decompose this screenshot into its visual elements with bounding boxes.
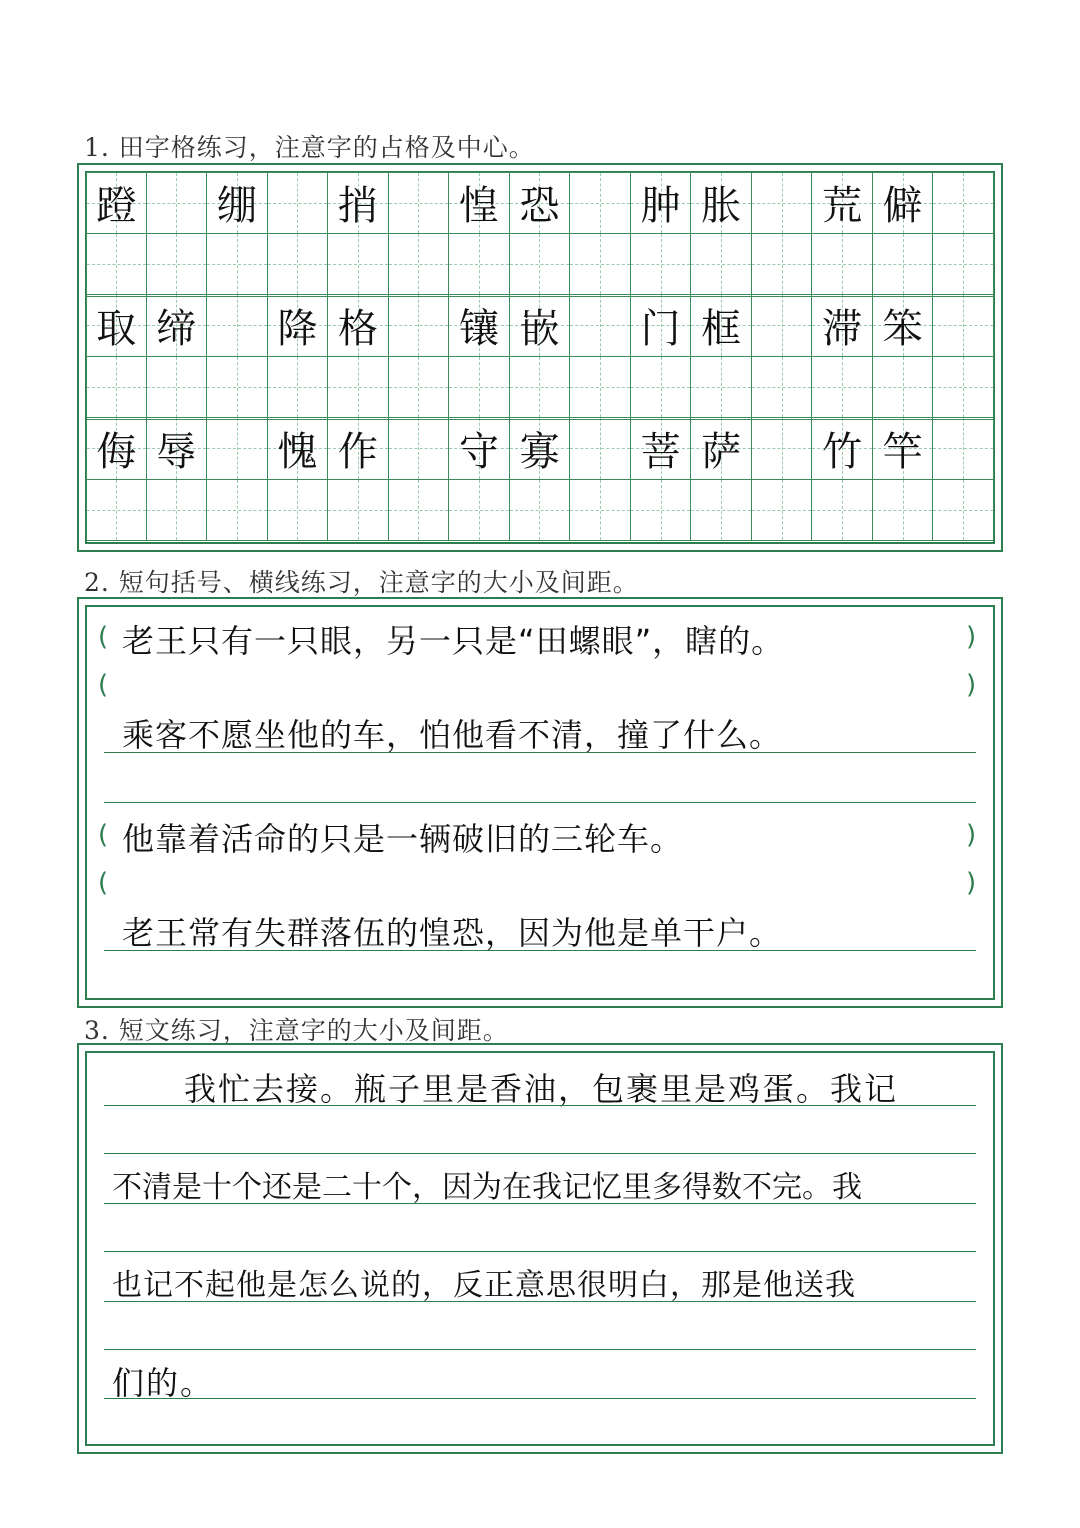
grid-cell-empty — [268, 357, 329, 419]
grid-character: 辱 — [156, 428, 197, 475]
grid-cell-empty — [631, 357, 692, 419]
grid-cell-empty — [86, 357, 147, 419]
grid-cell-empty — [691, 480, 752, 542]
grid-character — [752, 173, 812, 233]
grid-character — [933, 295, 993, 356]
grid-cell-character — [328, 295, 389, 357]
grid-cell-character — [147, 172, 208, 234]
tianzige-grid — [86, 172, 994, 542]
grid-cell-empty — [691, 357, 752, 419]
grid-cell-character — [268, 418, 329, 480]
grid-character: 菩 — [640, 428, 681, 475]
grid-cell-character — [86, 172, 147, 234]
passage-line-4: 们的。 — [112, 1364, 215, 1402]
grid-cell-empty — [812, 480, 873, 542]
grid-cell-empty — [389, 234, 450, 296]
grid-cell-character — [449, 172, 510, 234]
grid-character — [933, 173, 993, 233]
grid-character: 嵌 — [519, 305, 560, 352]
grid-character: 捎 — [337, 183, 378, 230]
grid-cell-empty — [570, 480, 631, 542]
grid-cell-character — [389, 172, 450, 234]
grid-character: 愧 — [277, 428, 318, 475]
grid-cell-character — [812, 418, 873, 480]
grid-cell-empty — [449, 234, 510, 296]
writing-line — [104, 950, 976, 951]
grid-character — [207, 295, 267, 356]
writing-line — [104, 1349, 976, 1350]
sentence-4: 老王常有失群落伍的惶恐，因为他是单干户。 — [122, 914, 783, 952]
grid-cell-character — [752, 295, 813, 357]
grid-cell-empty — [86, 234, 147, 296]
open-paren: ( — [98, 670, 109, 700]
grid-character — [752, 418, 812, 479]
grid-cell-character — [570, 295, 631, 357]
grid-character: 门 — [640, 305, 681, 352]
sentence-1: 老王只有一只眼，另一只是“田螺眼”，瞎的。 — [122, 622, 785, 660]
grid-character: 胀 — [701, 183, 742, 230]
grid-cell-empty — [207, 480, 268, 542]
close-paren: ) — [966, 670, 977, 700]
writing-line — [104, 1153, 976, 1154]
grid-cell-character — [631, 295, 692, 357]
grid-cell-empty — [207, 234, 268, 296]
grid-cell-empty — [510, 357, 571, 419]
passage-line-3: 也记不起他是怎么说的，反正意思很明白，那是他送我 — [112, 1268, 856, 1303]
grid-character: 肿 — [640, 183, 681, 230]
grid-character: 僻 — [882, 183, 923, 230]
grid-cell-character — [570, 418, 631, 480]
grid-character: 取 — [96, 305, 137, 352]
close-paren: ) — [966, 820, 977, 850]
grid-cell-empty — [873, 357, 934, 419]
grid-character — [752, 295, 812, 356]
grid-character: 绷 — [216, 183, 257, 230]
grid-character: 滞 — [822, 305, 863, 352]
grid-cell-character — [812, 295, 873, 357]
grid-character — [570, 173, 630, 233]
writing-line — [104, 1301, 976, 1302]
section1-heading: 1. 田字格练习，注意字的占格及中心。 — [84, 133, 535, 162]
grid-character: 荒 — [822, 183, 863, 230]
open-paren: ( — [98, 820, 109, 850]
grid-cell-character — [449, 295, 510, 357]
sentence-3: 他靠着活命的只是一辆破旧的三轮车。 — [122, 820, 684, 858]
section2-heading: 2. 短句括号、横线练习，注意字的大小及间距。 — [84, 568, 639, 597]
writing-line — [104, 1398, 976, 1399]
open-paren: ( — [98, 868, 109, 898]
grid-cell-empty — [328, 234, 389, 296]
grid-cell-character — [389, 418, 450, 480]
band-divider — [86, 417, 994, 420]
grid-cell-character — [631, 172, 692, 234]
grid-cell-character — [389, 295, 450, 357]
grid-character: 降 — [277, 305, 318, 352]
grid-cell-character — [933, 172, 994, 234]
grid-cell-character — [873, 418, 934, 480]
grid-cell-empty — [812, 234, 873, 296]
grid-character — [570, 418, 630, 479]
grid-cell-character — [207, 418, 268, 480]
close-paren: ) — [966, 868, 977, 898]
grid-character: 竿 — [882, 428, 923, 475]
section3-heading: 3. 短文练习，注意字的大小及间距。 — [84, 1016, 509, 1045]
grid-cell-empty — [873, 234, 934, 296]
grid-cell-character — [147, 295, 208, 357]
grid-character: 恐 — [519, 183, 560, 230]
grid-cell-character — [510, 418, 571, 480]
grid-character: 缔 — [156, 305, 197, 352]
grid-cell-empty — [752, 357, 813, 419]
grid-character — [147, 173, 207, 233]
grid-character: 镶 — [458, 305, 499, 352]
grid-character: 竹 — [822, 428, 863, 475]
grid-cell-empty — [933, 480, 994, 542]
grid-cell-character — [812, 172, 873, 234]
writing-line — [104, 1105, 976, 1106]
grid-cell-character — [328, 172, 389, 234]
grid-cell-empty — [933, 234, 994, 296]
grid-cell-empty — [631, 480, 692, 542]
grid-cell-character — [631, 418, 692, 480]
grid-cell-empty — [147, 234, 208, 296]
grid-character — [389, 295, 449, 356]
grid-cell-empty — [631, 234, 692, 296]
grid-cell-empty — [752, 234, 813, 296]
grid-cell-character — [933, 295, 994, 357]
writing-line — [104, 752, 976, 753]
grid-cell-character — [207, 295, 268, 357]
grid-character: 侮 — [96, 428, 137, 475]
grid-cell-empty — [449, 480, 510, 542]
grid-cell-empty — [86, 480, 147, 542]
grid-cell-empty — [389, 357, 450, 419]
grid-cell-character — [691, 295, 752, 357]
writing-line — [104, 1203, 976, 1204]
grid-cell-empty — [691, 234, 752, 296]
grid-cell-empty — [147, 480, 208, 542]
grid-cell-character — [268, 295, 329, 357]
close-paren: ) — [966, 622, 977, 652]
grid-character: 萨 — [701, 428, 742, 475]
grid-cell-character — [570, 172, 631, 234]
grid-cell-empty — [752, 480, 813, 542]
grid-cell-character — [510, 295, 571, 357]
sentence-2: 乘客不愿坐他的车，怕他看不清，撞了什么。 — [122, 716, 783, 754]
grid-character — [570, 295, 630, 356]
grid-character: 守 — [458, 428, 499, 475]
grid-cell-character — [328, 418, 389, 480]
grid-cell-character — [207, 172, 268, 234]
band-divider — [86, 294, 994, 297]
grid-character — [389, 418, 449, 479]
grid-cell-empty — [268, 480, 329, 542]
grid-cell-empty — [389, 480, 450, 542]
grid-cell-character — [268, 172, 329, 234]
grid-cell-character — [86, 295, 147, 357]
grid-character: 作 — [337, 428, 378, 475]
grid-cell-empty — [510, 480, 571, 542]
grid-cell-character — [691, 172, 752, 234]
grid-cell-empty — [328, 357, 389, 419]
grid-cell-empty — [449, 357, 510, 419]
passage-line-1: 我忙去接。瓶子里是香油，包裹里是鸡蛋。我记 — [184, 1070, 899, 1108]
passage-line-2: 不清是十个还是二十个，因为在我记忆里多得数不完。我 — [112, 1170, 862, 1205]
grid-cell-empty — [207, 357, 268, 419]
grid-cell-character — [873, 295, 934, 357]
grid-cell-character — [86, 418, 147, 480]
grid-cell-character — [873, 172, 934, 234]
grid-cell-character — [510, 172, 571, 234]
grid-character — [933, 418, 993, 479]
grid-cell-empty — [933, 357, 994, 419]
grid-cell-character — [752, 172, 813, 234]
grid-cell-empty — [570, 357, 631, 419]
grid-cell-empty — [510, 234, 571, 296]
grid-cell-empty — [268, 234, 329, 296]
grid-cell-empty — [147, 357, 208, 419]
grid-character: 框 — [701, 305, 742, 352]
writing-line — [104, 1251, 976, 1252]
grid-cell-empty — [328, 480, 389, 542]
grid-character: 寡 — [519, 428, 560, 475]
grid-character — [207, 418, 267, 479]
grid-character: 惶 — [458, 183, 499, 230]
writing-line — [104, 802, 976, 803]
grid-character — [389, 173, 449, 233]
grid-character — [268, 173, 328, 233]
grid-cell-empty — [570, 234, 631, 296]
grid-cell-empty — [812, 357, 873, 419]
grid-character: 蹬 — [96, 183, 137, 230]
open-paren: ( — [98, 622, 109, 652]
grid-cell-character — [147, 418, 208, 480]
grid-cell-character — [752, 418, 813, 480]
grid-character: 格 — [337, 305, 378, 352]
grid-character: 笨 — [882, 305, 923, 352]
grid-cell-character — [691, 418, 752, 480]
grid-cell-character — [449, 418, 510, 480]
grid-cell-character — [933, 418, 994, 480]
grid-cell-empty — [873, 480, 934, 542]
